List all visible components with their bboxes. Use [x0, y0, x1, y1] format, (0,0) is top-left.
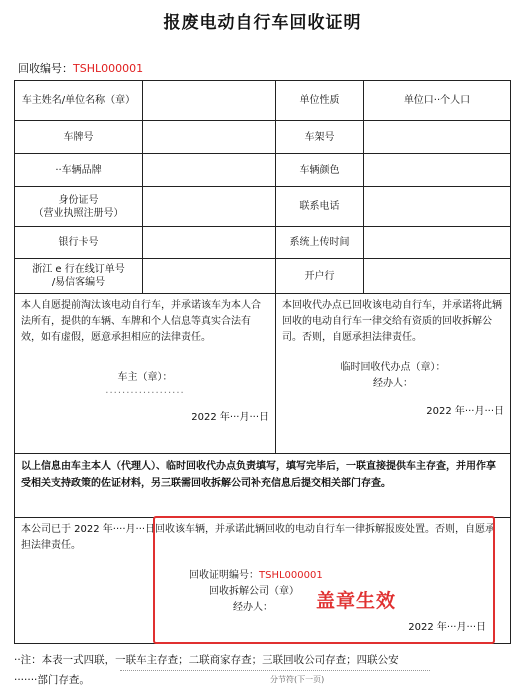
form-row — [15, 154, 511, 187]
owner-declaration — [15, 294, 276, 454]
order-field[interactable] — [143, 259, 276, 294]
unit-type-label: 单位性质 — [276, 81, 364, 121]
section-break-label: 分节符(下一页) — [270, 675, 325, 684]
owner-sign-line: ··················· — [105, 388, 185, 399]
frame-label: 车架号 — [276, 121, 364, 154]
form-row — [15, 227, 511, 259]
company-handler-label: 经办人： — [233, 602, 273, 613]
owner-sign-label: 车主（章）： — [117, 372, 173, 383]
phone-label: 联系电话 — [276, 187, 364, 227]
form-row — [15, 259, 511, 294]
footnote-line2: ·······部门存查。 — [14, 674, 90, 686]
owner-declaration-text: 本人自愿提前淘汰该电动自行车，并承诺该车为本人合法所有，提供的车辆、车牌和个人信息等真实合法有效，如有虚假，愿意承担相应的法律责任。 — [21, 300, 261, 343]
serial-label: 回收编号： — [18, 62, 73, 75]
plate-label: 车牌号 — [15, 121, 143, 154]
declaration-row — [15, 294, 511, 454]
plate-field[interactable] — [143, 121, 276, 154]
owner-name-label: 车主姓名/单位名称（章） — [15, 81, 143, 121]
form-row — [15, 81, 511, 121]
stamp-area-box — [153, 516, 495, 644]
company-sign-label: 回收拆解公司（章） — [209, 586, 299, 597]
serial-number — [18, 60, 143, 76]
form-row — [15, 121, 511, 154]
agent-handler-label: 经办人： — [373, 378, 413, 389]
unit-type-options[interactable]: 单位口··个人口 — [364, 81, 511, 121]
info-text: 以上信息由车主本人（代理人）、临时回收代办点负责填写，填写完毕后，一联直接提供车主存查，并用作享受相关支持政策的佐证材料，另三联需回收拆解公司补充信息后提交相关部门存查。 — [15, 454, 511, 518]
cert-value: TSHL000001 — [259, 570, 323, 581]
owner-name-field[interactable] — [143, 81, 276, 121]
frame-field[interactable] — [364, 121, 511, 154]
info-row — [15, 454, 511, 518]
owner-date: 2022 年···月···日 — [191, 412, 269, 423]
upload-time-field[interactable] — [364, 227, 511, 259]
cert-label: 回收证明编号： — [189, 570, 259, 581]
stamp-note: 盖章生效 — [316, 590, 397, 612]
id-field[interactable] — [143, 187, 276, 227]
form-row — [15, 187, 511, 227]
agent-date: 2022 年···月···日 — [426, 406, 504, 417]
bank-card-label: 银行卡号 — [15, 227, 143, 259]
color-field[interactable] — [364, 154, 511, 187]
bank-branch-field[interactable] — [364, 259, 511, 294]
color-label: 车辆颜色 — [276, 154, 364, 187]
company-declaration-text: 本公司已于 2022 年····月···日回收该车辆，并承诺此辆回收的电动自行车一律拆解报废处置。否则，自愿承担法律责任。 — [21, 524, 496, 551]
serial-value: TSHL000001 — [73, 62, 144, 75]
order-label-line1: 浙江 e 行在线订单号 — [32, 264, 125, 275]
brand-field[interactable] — [143, 154, 276, 187]
brand-label: ··车辆品牌 — [15, 154, 143, 187]
order-label-line2: /易信客编号 — [51, 277, 106, 288]
document-title: 报废电动自行车回收证明 — [163, 13, 362, 33]
bank-branch-label: 开户行 — [276, 259, 364, 294]
agent-declaration-text: 本回收代办点已回收该电动自行车，并承诺将此辆回收的电动自行车一律交给有资质的回收拆解公司。否则，自愿承担法律责任。 — [282, 300, 502, 343]
bank-card-field[interactable] — [143, 227, 276, 259]
section-break-line — [120, 670, 430, 671]
footnote-line1: ··注：本表一式四联，一联车主存查；二联商家存查；三联回收公司存查；四联公安 — [14, 654, 399, 666]
id-label-line1: 身份证号 — [58, 194, 99, 206]
upload-time-label: 系统上传时间 — [276, 227, 364, 259]
agent-declaration — [276, 294, 511, 454]
id-label-line2: （营业执照注册号） — [33, 207, 124, 219]
order-label — [15, 259, 143, 294]
id-label — [15, 187, 143, 227]
phone-field[interactable] — [364, 187, 511, 227]
agent-sign-label: 临时回收代办点（章）： — [340, 362, 446, 373]
company-date: 2022 年···月···日 — [408, 622, 486, 633]
